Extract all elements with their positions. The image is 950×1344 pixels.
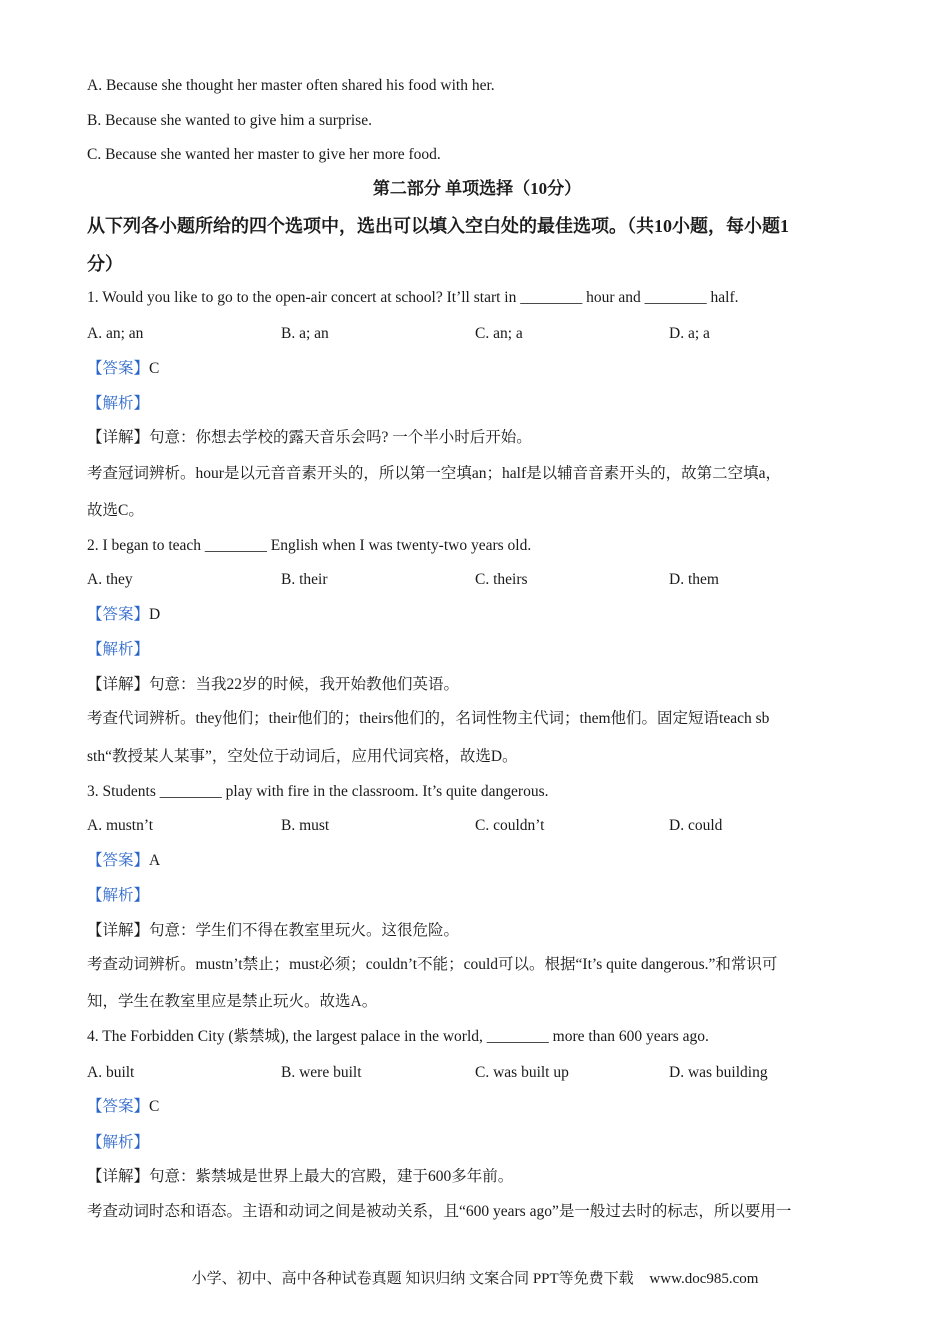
q3-option-b: B. must xyxy=(281,817,330,834)
q2-answer xyxy=(87,605,160,625)
q1-option-b: B. a; an xyxy=(281,325,329,342)
q2-explain-2: sth“教授某人某事”，空处位于动词后，应用代词宾格，故选D。 xyxy=(87,748,518,765)
q4-answer xyxy=(87,1097,159,1117)
q1-explain-1: 考查冠词辨析。hour是以元音音素开头的，所以第一空填an；half是以辅音音素开头的，故第二空填a， xyxy=(87,465,782,482)
question-2-options xyxy=(87,570,867,590)
q2-answer-value: D xyxy=(149,606,161,623)
q4-option-c: C. was built up xyxy=(475,1064,569,1081)
q3-answer xyxy=(87,851,160,871)
q4-option-b: B. were built xyxy=(281,1064,362,1081)
detail-label: 【详解】 xyxy=(87,922,150,939)
q2-analysis xyxy=(87,640,149,660)
footer-text: 小学、初中、高中各种试卷真题 知识归纳 文案合同 PPT等免费下载 xyxy=(191,1271,634,1287)
q4-answer-value: C xyxy=(149,1098,160,1115)
answer-label: 【答案】 xyxy=(87,606,150,623)
question-4-stem: 4. The Forbidden City (紫禁城), the largest palace in the world, ________ more than 600 years ago. xyxy=(87,1028,709,1045)
analysis-label: 【解析】 xyxy=(87,887,150,904)
detail-label: 【详解】 xyxy=(87,1168,150,1185)
q3-detail-text: 句意：学生们不得在教室里玩火。这很危险。 xyxy=(149,922,460,939)
q1-option-c: C. an; a xyxy=(475,325,523,342)
section-instruction-line2: 分） xyxy=(87,254,123,274)
q2-explain-1: 考查代词辨析。they他们；their他们的；theirs他们的，名词性物主代词；them他们。固定短语teach sb xyxy=(87,710,770,727)
analysis-label: 【解析】 xyxy=(87,641,150,658)
q4-option-d: D. was building xyxy=(669,1064,768,1081)
q4-option-a: A. built xyxy=(87,1064,135,1081)
q4-detail-text: 句意：紫禁城是世界上最大的宫殿，建于600多年前。 xyxy=(149,1168,514,1185)
prev-option-a: A. Because she thought her master often shared his food with her. xyxy=(87,77,495,94)
q3-option-c: C. couldn’t xyxy=(475,817,545,834)
question-1-stem: 1. Would you like to go to the open-air concert at school? It’ll start in ________ hour and ________ half. xyxy=(87,289,739,306)
q3-answer-value: A xyxy=(149,852,161,869)
q1-explain-2: 故选C。 xyxy=(87,502,144,519)
detail-label: 【详解】 xyxy=(87,429,150,446)
q3-analysis xyxy=(87,886,149,906)
q4-explain-1: 考查动词时态和语态。主语和动词之间是被动关系，且“600 years ago”是一般过去时的标志，所以要用一 xyxy=(87,1203,792,1220)
question-1-options xyxy=(87,324,867,344)
answer-label: 【答案】 xyxy=(87,852,150,869)
q1-answer xyxy=(87,359,159,379)
prev-option-b: B. Because she wanted to give him a surprise. xyxy=(87,112,372,129)
q1-analysis xyxy=(87,394,149,414)
question-3-stem: 3. Students ________ play with fire in the classroom. It’s quite dangerous. xyxy=(87,783,549,800)
q3-option-d: D. could xyxy=(669,817,723,834)
analysis-label: 【解析】 xyxy=(87,395,150,412)
q2-option-a: A. they xyxy=(87,571,133,588)
prev-option-c: C. Because she wanted her master to give her more food. xyxy=(87,146,441,163)
q2-option-d: D. them xyxy=(669,571,719,588)
q1-detail xyxy=(87,428,532,448)
q1-detail-text: 句意：你想去学校的露天音乐会吗? 一个半小时后开始。 xyxy=(149,429,532,446)
analysis-label: 【解析】 xyxy=(87,1134,150,1151)
section-instruction-line1: 从下列各小题所给的四个选项中，选出可以填入空白处的最佳选项。（共10小题，每小题1 xyxy=(87,216,789,236)
detail-label: 【详解】 xyxy=(87,676,150,693)
q3-explain-1: 考查动词辨析。mustn’t禁止；must必须；couldn’t不能；could可以。根据“It’s quite dangerous.”和常识可 xyxy=(87,956,778,973)
q2-detail xyxy=(87,675,459,695)
section-title: 第二部分 单项选择（10分） xyxy=(372,179,582,198)
q3-explain-2: 知，学生在教室里应是禁止玩火。故选A。 xyxy=(87,993,378,1010)
question-2-stem: 2. I began to teach ________ English when I was twenty-two years old. xyxy=(87,537,532,554)
q1-answer-value: C xyxy=(149,360,160,377)
footer-link[interactable]: www.doc985.com xyxy=(649,1271,759,1287)
q3-detail xyxy=(87,921,459,941)
answer-label: 【答案】 xyxy=(87,360,150,377)
q2-option-b: B. their xyxy=(281,571,328,588)
q1-option-d: D. a; a xyxy=(669,325,710,342)
q2-detail-text: 句意：当我22岁的时候，我开始教他们英语。 xyxy=(149,676,460,693)
question-3-options xyxy=(87,816,867,836)
page-footer xyxy=(0,1269,950,1289)
q4-analysis xyxy=(87,1133,149,1153)
q1-option-a: A. an; an xyxy=(87,325,144,342)
answer-label: 【答案】 xyxy=(87,1098,150,1115)
q2-option-c: C. theirs xyxy=(475,571,528,588)
q3-option-a: A. mustn’t xyxy=(87,817,154,834)
q4-detail xyxy=(87,1167,513,1187)
question-4-options xyxy=(87,1063,867,1083)
